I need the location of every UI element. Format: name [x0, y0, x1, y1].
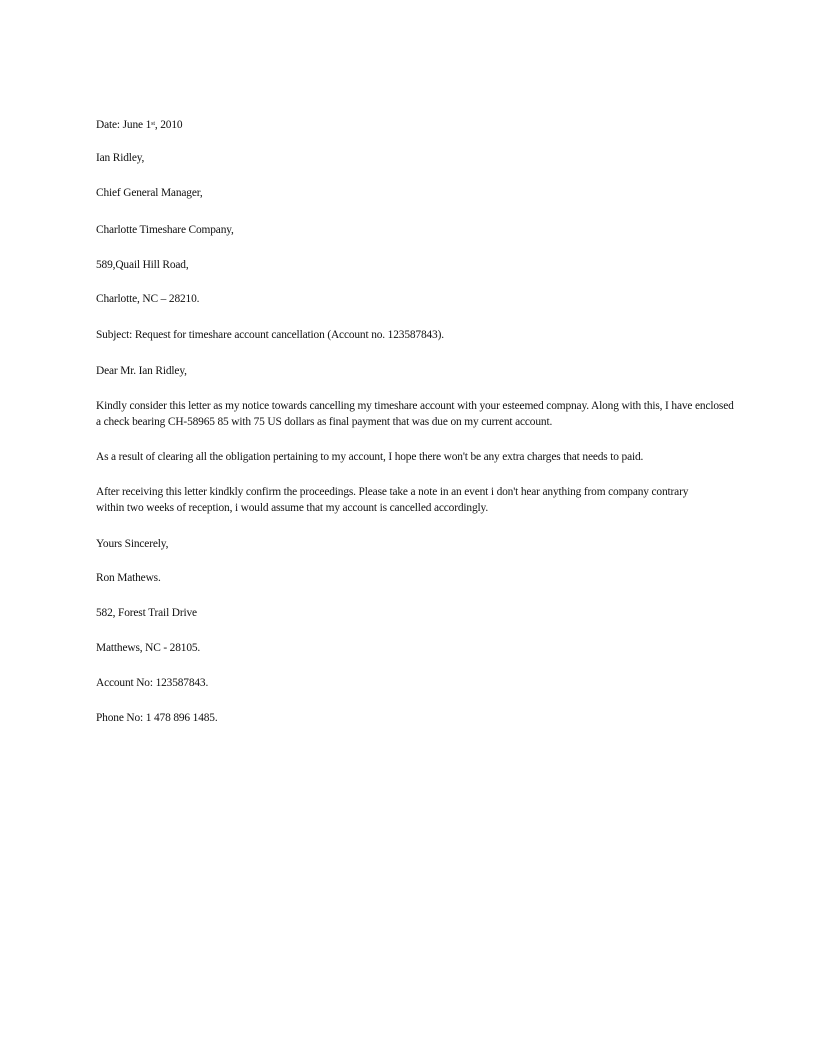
body-paragraph: After receiving this letter kindkly confirm the proceedings. Please take a note in an event i don't hear anything from company contrary within two weeks of reception, i would assume that my account is cancelled accordingly. — [96, 486, 689, 514]
salutation: Dear Mr. Ian Ridley, — [96, 365, 187, 377]
recipient-name: Ian Ridley, — [96, 152, 145, 164]
recipient-city: Charlotte, NC – 28210. — [96, 293, 200, 305]
recipient-company: Charlotte Timeshare Company, — [96, 224, 234, 236]
date-ordinal: st — [151, 121, 155, 127]
body-paragraph: Kindly consider this letter as my notice towards cancelling my timeshare account with your esteemed compnay. Along with this, I have enclosed a check bearing CH-58965 85 with 75 US dollars as final payment that was due on my current account. — [96, 400, 734, 428]
subject-line: Subject: Request for timeshare account cancellation (Account no. 123587843). — [96, 329, 444, 341]
phone-number: Phone No: 1 478 896 1485. — [96, 712, 218, 724]
sender-name: Ron Mathews. — [96, 572, 161, 584]
body-paragraph: As a result of clearing all the obligation pertaining to my account, I hope there won't be any extra charges that needs to paid. — [96, 451, 644, 463]
sender-city: Matthews, NC - 28105. — [96, 642, 201, 654]
recipient-title: Chief General Manager, — [96, 187, 203, 199]
sender-street: 582, Forest Trail Drive — [96, 607, 197, 619]
account-number: Account No: 123587843. — [96, 677, 209, 689]
date-text: Date: June 1 — [96, 119, 152, 131]
closing: Yours Sincerely, — [96, 538, 169, 550]
recipient-street: 589,Quail Hill Road, — [96, 259, 189, 271]
date-year: , 2010 — [154, 119, 183, 131]
date-line — [96, 116, 182, 133]
